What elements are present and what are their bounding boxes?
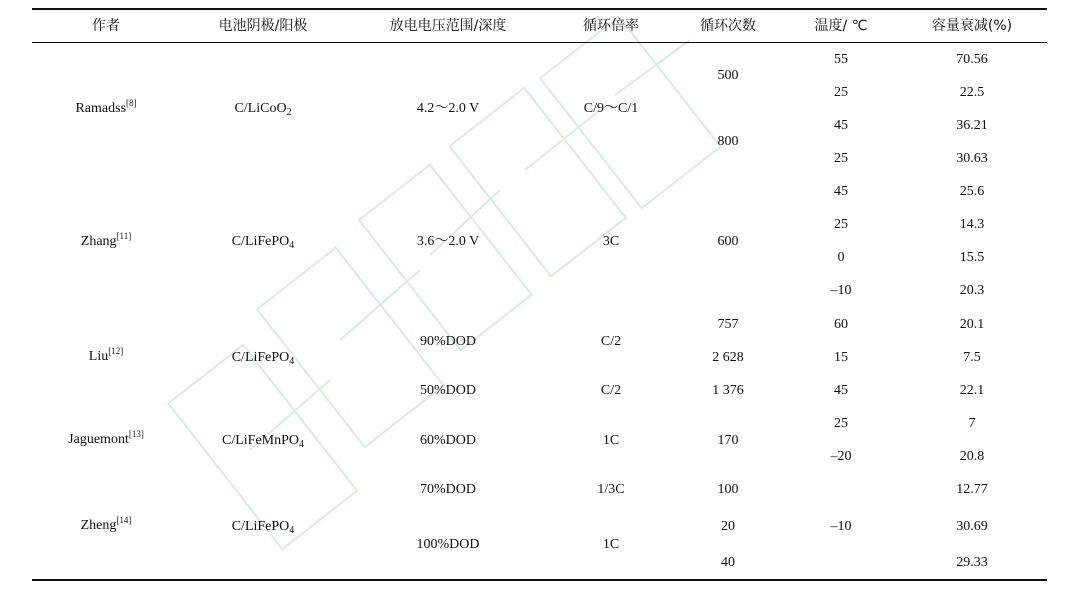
rate-cell: 3C (602, 234, 620, 249)
fade-cell: 20.3 (959, 283, 985, 298)
rate-cell: C/9～C/1 (583, 101, 639, 116)
fade-cell: 30.69 (956, 519, 988, 534)
fade-cell: 7.5 (963, 350, 981, 365)
temperature-cell: –10 (830, 283, 852, 298)
temperature-cell: 25 (834, 416, 848, 431)
cycles-cell: 1 376 (712, 383, 744, 398)
cycles-cell: 40 (721, 555, 735, 570)
temperature-cell: 45 (834, 383, 848, 398)
depth-cell: 100%DOD (416, 537, 480, 552)
cycles-cell: 100 (717, 482, 739, 497)
top-rule (32, 8, 1047, 10)
header-fade: 容量衰减(%) (931, 18, 1013, 34)
temperature-cell: 25 (834, 217, 848, 232)
electrode-cell: C/LiFeMnPO$_4$ (221, 433, 305, 450)
header-rate: 循环倍率 (583, 18, 639, 34)
cycles-cell: 757 (717, 317, 739, 332)
electrode-cell: C/LiFePO$_4$ (231, 234, 295, 251)
rate-cell: C/2 (600, 383, 622, 398)
depth-cell: 60%DOD (420, 433, 476, 448)
fade-cell: 7 (968, 416, 976, 431)
rate-cell: 1C (602, 537, 620, 552)
temperature-cell: 60 (834, 317, 848, 332)
electrode-cell: C/LiFePO$_4$ (231, 519, 295, 536)
author-cell: Ramadss[8] (75, 98, 137, 116)
fade-cell: 36.21 (956, 118, 988, 133)
cycles-cell: 20 (721, 519, 735, 534)
voltage-cell: 4.2～2.0 V (416, 101, 480, 116)
temperature-cell: –20 (830, 449, 852, 464)
depth-cell: 90%DOD (420, 334, 476, 349)
depth-cell: 70%DOD (420, 482, 476, 497)
author-cell: Zheng[14] (80, 515, 132, 533)
fade-cell: 29.33 (956, 555, 988, 570)
rate-cell: C/2 (600, 334, 622, 349)
temperature-cell: 55 (834, 52, 848, 67)
cycles-cell: 800 (717, 134, 739, 149)
fade-cell: 20.1 (959, 317, 985, 332)
header-electrodes: 电池阴极/阳极 (218, 18, 308, 34)
cycles-cell: 2 628 (712, 350, 744, 365)
voltage-cell: 3.6～2.0 V (416, 234, 480, 249)
header-cycles: 循环次数 (700, 18, 756, 34)
temperature-cell: 25 (834, 85, 848, 100)
author-cell: Zhang[11] (80, 231, 132, 249)
cycles-cell: 600 (717, 234, 739, 249)
fade-cell: 70.56 (956, 52, 988, 67)
header-temperature: 温度/ ℃ (814, 18, 868, 34)
temperature-cell: 25 (834, 151, 848, 166)
fade-cell: 22.5 (959, 85, 985, 100)
electrode-cell: C/LiCoO$_2$ (234, 101, 292, 118)
temperature-cell: –10 (830, 519, 852, 534)
temperature-cell: 0 (837, 250, 845, 265)
electrode-cell: C/LiFePO$_4$ (231, 350, 295, 367)
cycles-cell: 500 (717, 68, 739, 83)
header-voltage: 放电电压范围/深度 (389, 18, 507, 34)
author-cell: Jaguemont[13] (68, 429, 144, 447)
header-rule (32, 42, 1047, 43)
fade-cell: 30.63 (956, 151, 988, 166)
fade-cell: 25.6 (959, 184, 985, 199)
fade-cell: 22.1 (959, 383, 985, 398)
bottom-rule (32, 579, 1047, 581)
temperature-cell: 45 (834, 118, 848, 133)
header-author: 作者 (92, 18, 120, 34)
author-cell: Liu[12] (88, 346, 124, 364)
fade-cell: 14.3 (959, 217, 985, 232)
cycles-cell: 170 (717, 433, 739, 448)
depth-cell: 50%DOD (420, 383, 476, 398)
rate-cell: 1C (602, 433, 620, 448)
fade-cell: 20.8 (959, 449, 985, 464)
temperature-cell: 15 (834, 350, 848, 365)
fade-cell: 15.5 (959, 250, 985, 265)
rate-cell: 1/3C (597, 482, 625, 497)
temperature-cell: 45 (834, 184, 848, 199)
fade-cell: 12.77 (956, 482, 988, 497)
